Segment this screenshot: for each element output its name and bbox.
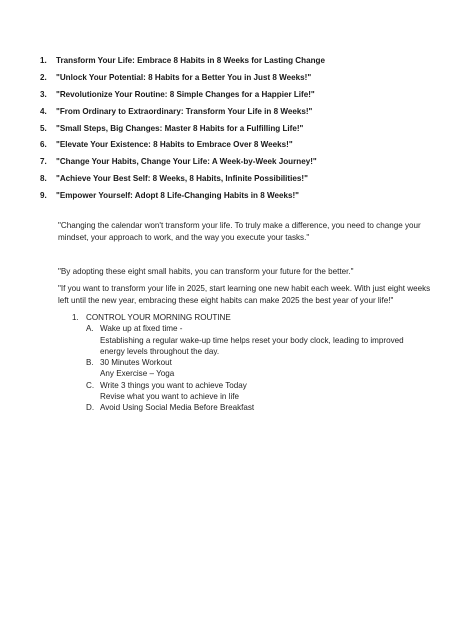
outline-detail-text: Any Exercise – Yoga xyxy=(100,369,175,379)
list-item-text: "Empower Yourself: Adopt 8 Life-Changing Habits in 8 Weeks!" xyxy=(56,191,300,201)
list-item xyxy=(40,136,440,153)
outline-subitem xyxy=(58,323,438,334)
quote-paragraph: "If you want to transform your life in 2025, start learning one new habit each week. With just eight weeks left until the new year, embracing these eight habits can make 2025 the best year of your life!" xyxy=(58,284,431,306)
outline-subitem xyxy=(58,402,438,413)
outline-subitem-text: Write 3 things you want to achieve Today xyxy=(100,380,247,390)
outline-marker: B. xyxy=(86,358,94,368)
list-item-text: "Revolutionize Your Routine: 8 Simple Changes for a Happier Life!" xyxy=(56,89,315,99)
outline-detail xyxy=(58,391,438,402)
habit-outline xyxy=(58,312,438,414)
list-item xyxy=(40,187,440,204)
outline-marker: A. xyxy=(86,324,94,334)
outline-subitem-text: Avoid Using Social Media Before Breakfast xyxy=(100,403,255,413)
list-item-text: "Change Your Habits, Change Your Life: A Week-by-Week Journey!" xyxy=(56,157,317,167)
list-item-text: "Small Steps, Big Changes: Master 8 Habits for a Fulfilling Life!" xyxy=(56,123,304,133)
outline-detail xyxy=(58,368,438,379)
list-item xyxy=(40,103,440,120)
outline-detail-text: Revise what you want to achieve in life xyxy=(100,392,240,402)
list-number: 6. xyxy=(40,140,47,150)
list-item xyxy=(40,120,440,137)
list-item-text: "Unlock Your Potential: 8 Habits for a Better You in Just 8 Weeks!" xyxy=(56,72,312,82)
list-item xyxy=(40,69,440,86)
outline-detail xyxy=(58,335,438,358)
outline-subitem-text: Wake up at fixed time - xyxy=(100,324,183,334)
outline-subitem xyxy=(58,380,438,391)
list-item xyxy=(40,153,440,170)
list-item-text: Transform Your Life: Embrace 8 Habits in 8 Weeks for Lasting Change xyxy=(56,55,325,65)
quote-paragraph: "Changing the calendar won't transform your life. To truly make a difference, you need to change your mindset, your approach to work, and the way you execute your tasks." xyxy=(58,221,421,243)
outline-subitem-text: 30 Minutes Workout xyxy=(100,358,172,368)
outline-marker: D. xyxy=(86,403,95,413)
list-item xyxy=(40,170,440,187)
outline-marker: C. xyxy=(86,380,95,390)
list-number: 1. xyxy=(40,55,47,65)
list-number: 2. xyxy=(40,72,47,82)
outline-marker: 1. xyxy=(72,313,79,322)
list-number: 3. xyxy=(40,89,47,99)
title-ideas-list xyxy=(40,52,440,204)
quote-paragraph: "By adopting these eight small habits, you can transform your future for the better." xyxy=(58,267,354,276)
list-item-text: "From Ordinary to Extraordinary: Transform Your Life in 8 Weeks!" xyxy=(56,106,313,116)
list-number: 8. xyxy=(40,174,47,184)
list-item-text: "Elevate Your Existence: 8 Habits to Embrace Over 8 Weeks!" xyxy=(56,140,293,150)
list-item xyxy=(40,86,440,103)
list-number: 4. xyxy=(40,106,47,116)
list-number: 7. xyxy=(40,157,47,167)
list-number: 5. xyxy=(40,123,47,133)
outline-subitem xyxy=(58,357,438,368)
outline-item xyxy=(58,312,438,323)
outline-detail-text: Establishing a regular wake-up time helps reset your body clock, leading to improved energy levels throughout the day. xyxy=(100,335,404,356)
list-item xyxy=(40,52,440,69)
list-item-text: "Achieve Your Best Self: 8 Weeks, 8 Habits, Infinite Possibilities!" xyxy=(56,174,308,184)
outline-heading: CONTROL YOUR MORNING ROUTINE xyxy=(86,313,231,322)
list-number: 9. xyxy=(40,191,47,201)
